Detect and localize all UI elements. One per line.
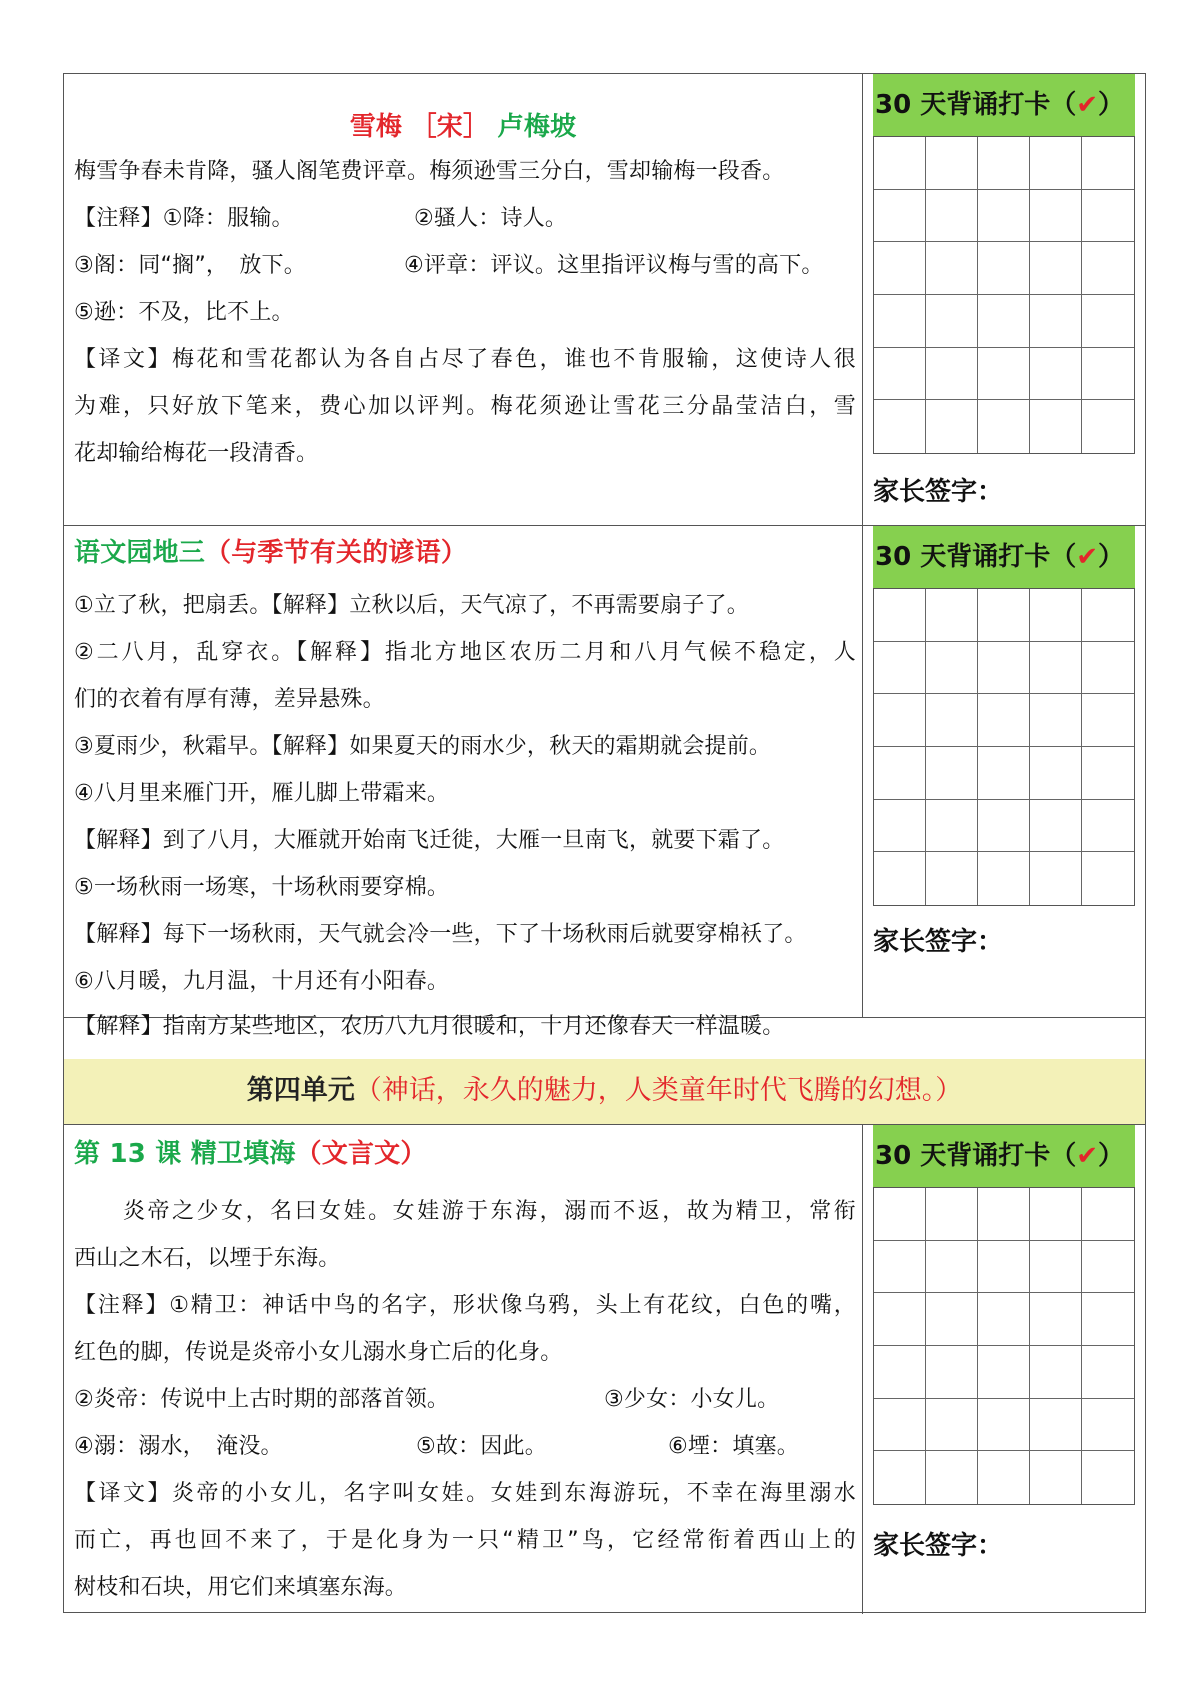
lesson-content [64, 1125, 863, 1614]
checkin-cell [978, 852, 1030, 905]
annotation-line: ③阁：同“搁”， 放下。 [74, 253, 306, 278]
checkin-cell [874, 1293, 926, 1346]
unit-banner [64, 1059, 1145, 1125]
checkin-cell [926, 137, 978, 190]
recitation-table [63, 73, 1146, 1613]
checkin-cell [874, 1346, 926, 1399]
checkin-cell [1030, 642, 1082, 695]
checkin-cell [978, 747, 1030, 800]
checkin-cell [1082, 400, 1134, 453]
poem-text: 梅雪争春未肯降，骚人阁笔费评章。梅须逊雪三分白，雪却输梅一段香。 [74, 159, 785, 184]
checkin-cell [874, 348, 926, 401]
annotation-line: ⑥堙：填塞。 [668, 1434, 799, 1459]
checkin-cell [874, 242, 926, 295]
checkin-cell [978, 400, 1030, 453]
checkin-cell [1030, 589, 1082, 642]
checkin-cell [926, 400, 978, 453]
parent-signature-label: 家长签字： [873, 927, 1004, 957]
translation-line: 【译文】炎帝的小女儿，名字叫女娃。女娃到东海游玩，不幸在海里溺水 [74, 1481, 856, 1506]
checkin-cell [1082, 1241, 1134, 1294]
annotation-line: ④溺：溺水， 淹没。 [74, 1434, 283, 1459]
checkin-cell [874, 1241, 926, 1294]
proverb-line: ①立了秋，把扇丢。【解释】立秋以后，天气凉了，不再需要扇子了。 [74, 593, 749, 618]
checkin-cell [874, 1188, 926, 1241]
checkin-cell [1082, 1293, 1134, 1346]
checkin-cell [926, 800, 978, 853]
proverb-line: ⑤一场秋雨一场寒，十场秋雨要穿棉。 [74, 875, 450, 900]
checkin-cell [874, 190, 926, 243]
checkin-cell [1030, 800, 1082, 853]
translation-line: 花却输给梅花一段清香。 [74, 441, 319, 466]
proverb-line: ③夏雨少，秋霜早。【解释】如果夏天的雨水少，秋天的霜期就会提前。 [74, 734, 772, 759]
checkin-cell [978, 190, 1030, 243]
checkin-cell [1030, 1188, 1082, 1241]
checkin-cell [1030, 242, 1082, 295]
checkin-cell [1030, 694, 1082, 747]
checkin-cell [1030, 1241, 1082, 1294]
checkin-panel [863, 526, 1145, 1017]
checkmark-icon: ✔ [1076, 1141, 1099, 1171]
section-title: 语文园地三（与季节有关的谚语） [74, 538, 468, 568]
annotation-line: ⑤逊：不及，比不上。 [74, 300, 294, 325]
checkin-cell [926, 242, 978, 295]
checkin-title: 30 天背诵打卡（✔） [873, 1125, 1135, 1187]
checkin-cell [926, 190, 978, 243]
checkin-cell [1030, 348, 1082, 401]
proverb-line: 【解释】指南方某些地区，农历八九月很暖和，十月还像春天一样温暖。 [74, 1014, 785, 1039]
poem-name: 雪梅 [349, 112, 403, 142]
checkin-cell [978, 694, 1030, 747]
translation-line: 【译文】梅花和雪花都认为各自占尽了春色，谁也不肯服输，这使诗人很 [74, 347, 856, 372]
annotation-line: ②骚人：诗人。 [414, 206, 568, 231]
checkmark-icon: ✔ [1076, 542, 1099, 572]
checkin-cell [874, 1399, 926, 1452]
proverb-line: 【解释】到了八月，大雁就开始南飞迁徙，大雁一旦南飞，就要下霜了。 [74, 828, 785, 853]
checkin-cell [926, 1346, 978, 1399]
checkin-cell [1030, 190, 1082, 243]
annotation-line: ②炎帝：传说中上古时期的部落首领。 [74, 1387, 450, 1412]
checkin-cell [926, 1188, 978, 1241]
checkin-grid [873, 588, 1135, 906]
checkin-cell [1030, 137, 1082, 190]
lesson-title: 第 13 课 精卫填海（文言文） [74, 1139, 427, 1169]
checkin-cell [874, 589, 926, 642]
checkin-cell [1030, 1399, 1082, 1452]
checkin-cell [926, 1451, 978, 1504]
checkin-cell [978, 1188, 1030, 1241]
checkin-cell [978, 642, 1030, 695]
checkin-cell [926, 1399, 978, 1452]
checkin-cell [1082, 190, 1134, 243]
checkin-cell [1030, 295, 1082, 348]
checkin-cell [1082, 1346, 1134, 1399]
checkmark-icon: ✔ [1076, 90, 1099, 120]
proverb-line: ④八月里来雁门开，雁儿脚上带霜来。 [74, 781, 450, 806]
proverb-line: 们的衣着有厚有薄，差异悬殊。 [74, 687, 385, 712]
annotation-line: 【注释】①精卫：神话中鸟的名字，形状像乌鸦，头上有花纹，白色的嘴， [74, 1293, 856, 1318]
checkin-cell [926, 348, 978, 401]
checkin-cell [1082, 295, 1134, 348]
poem-content [64, 74, 863, 525]
checkin-cell [1082, 137, 1134, 190]
checkin-cell [874, 747, 926, 800]
annotation-line: 【注释】①降：服输。 [74, 206, 294, 231]
checkin-cell [1030, 1293, 1082, 1346]
checkin-title: 30 天背诵打卡（✔） [873, 526, 1135, 588]
checkin-cell [1082, 747, 1134, 800]
checkin-cell [874, 400, 926, 453]
parent-signature-label: 家长签字： [873, 1531, 1004, 1561]
checkin-cell [978, 1399, 1030, 1452]
checkin-cell [978, 800, 1030, 853]
checkin-cell [978, 1293, 1030, 1346]
checkin-cell [1082, 1451, 1134, 1504]
poem-title [64, 112, 862, 142]
checkin-cell [1030, 1451, 1082, 1504]
checkin-cell [874, 800, 926, 853]
checkin-cell [874, 295, 926, 348]
checkin-cell [874, 642, 926, 695]
checkin-panel [863, 74, 1145, 525]
checkin-cell [978, 295, 1030, 348]
checkin-cell [926, 852, 978, 905]
checkin-grid [873, 136, 1135, 454]
checkin-cell [1082, 348, 1134, 401]
checkin-cell [1082, 852, 1134, 905]
translation-line: 树枝和石块，用它们来填塞东海。 [74, 1575, 408, 1600]
checkin-cell [926, 1293, 978, 1346]
checkin-cell [926, 747, 978, 800]
section-jingwei [64, 1125, 1145, 1614]
translation-line: 为难，只好放下笔来，费心加以评判。梅花须逊让雪花三分晶莹洁白，雪 [74, 394, 856, 419]
proverb-line: ②二八月，乱穿衣。【解释】指北方地区农历二月和八月气候不稳定，人 [74, 640, 856, 665]
translation-line: 而亡，再也回不来了，于是化身为一只“精卫”鸟，它经常衔着西山上的 [74, 1528, 856, 1553]
unit-name: 第四单元 [246, 1075, 355, 1106]
checkin-cell [978, 348, 1030, 401]
checkin-cell [978, 1451, 1030, 1504]
checkin-cell [874, 137, 926, 190]
lesson-text: 炎帝之少女，名曰女娃。女娃游于东海，溺而不返，故为精卫，常衔 [74, 1199, 856, 1224]
checkin-cell [1082, 589, 1134, 642]
checkin-cell [1082, 1188, 1134, 1241]
checkin-cell [926, 642, 978, 695]
checkin-cell [1030, 1346, 1082, 1399]
checkin-title: 30 天背诵打卡（✔） [873, 74, 1135, 136]
checkin-cell [1082, 242, 1134, 295]
checkin-panel [863, 1125, 1145, 1614]
proverb-line: ⑥八月暖，九月温，十月还有小阳春。 [74, 969, 450, 994]
checkin-cell [926, 1241, 978, 1294]
checkin-cell [978, 242, 1030, 295]
checkin-cell [1030, 747, 1082, 800]
section-proverbs [64, 526, 1145, 1039]
checkin-cell [978, 137, 1030, 190]
proverbs-content [64, 526, 863, 1039]
checkin-cell [926, 295, 978, 348]
poem-author: 卢梅坡 [497, 112, 577, 142]
checkin-cell [1082, 694, 1134, 747]
checkin-cell [1082, 1399, 1134, 1452]
checkin-cell [926, 694, 978, 747]
parent-signature-label: 家长签字： [873, 477, 1004, 507]
annotation-line: ③少女：小女儿。 [604, 1387, 780, 1412]
checkin-cell [978, 589, 1030, 642]
lesson-text: 西山之木石，以堙于东海。 [74, 1246, 341, 1271]
checkin-cell [1082, 800, 1134, 853]
checkin-cell [978, 1241, 1030, 1294]
checkin-cell [874, 1451, 926, 1504]
checkin-cell [874, 694, 926, 747]
checkin-grid [873, 1187, 1135, 1505]
proverb-line: 【解释】每下一场秋雨，天气就会冷一些，下了十场秋雨后就要穿棉袄了。 [74, 922, 807, 947]
section-xuemei [64, 74, 1145, 526]
poem-dynasty: ［宋］ [410, 112, 490, 142]
checkin-cell [978, 1346, 1030, 1399]
unit-description: （神话，永久的魅力，人类童年时代飞腾的幻想。） [354, 1075, 963, 1106]
checkin-cell [874, 852, 926, 905]
checkin-cell [1030, 852, 1082, 905]
checkin-cell [1082, 642, 1134, 695]
annotation-line: 红色的脚，传说是炎帝小女儿溺水身亡后的化身。 [74, 1340, 563, 1365]
checkin-cell [926, 589, 978, 642]
annotation-line: ④评章：评议。这里指评议梅与雪的高下。 [404, 253, 824, 278]
annotation-line: ⑤故：因此。 [416, 1434, 547, 1459]
checkin-cell [1030, 400, 1082, 453]
